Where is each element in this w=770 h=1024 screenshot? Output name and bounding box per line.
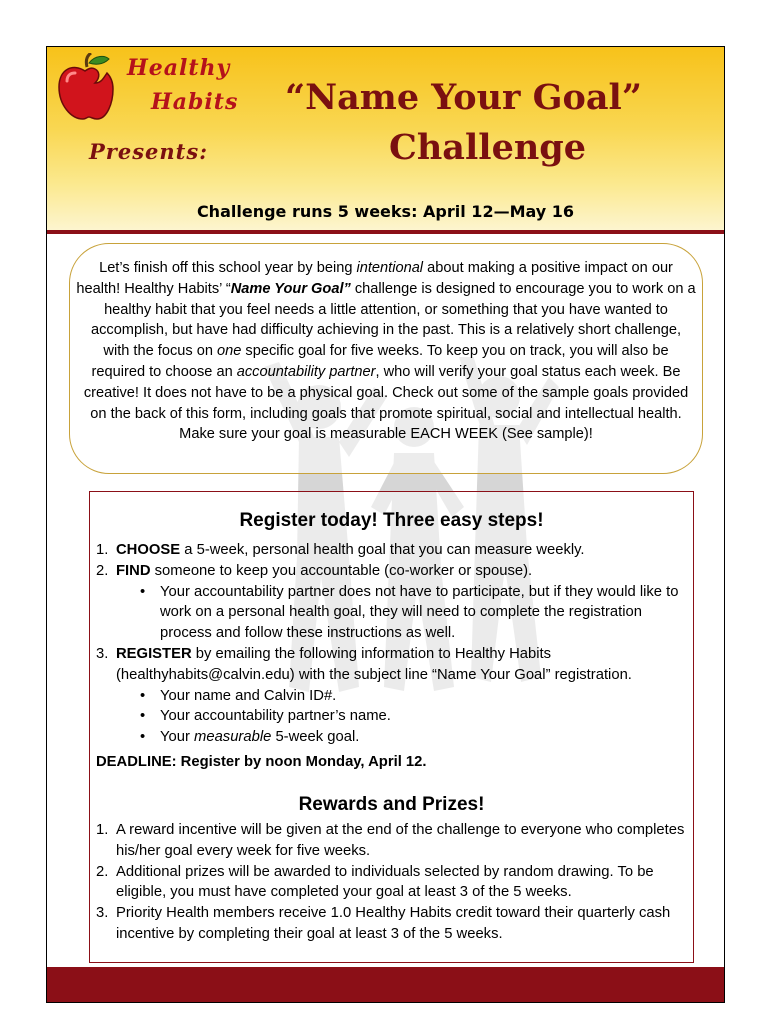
list-item: [90, 561, 693, 582]
step-number: 2.: [96, 562, 109, 579]
flyer-page: [46, 46, 725, 1003]
rewards-heading: Rewards and Prizes!: [298, 793, 485, 815]
reward-number: 2.: [96, 863, 109, 880]
bullet-text: Your accountability partner does not have to participate, but if they would like to work on a personal health goal, they will need to complete the registration process and follow these instructions as well.: [160, 583, 679, 642]
reward-text: Additional prizes will be awarded to individuals selected by random drawing. To be eligible, you must have completed your goal at least 3 of the 5 weeks.: [116, 863, 654, 901]
list-item: [90, 686, 693, 707]
rewards-list: [90, 820, 693, 945]
presents-label: Presents:: [89, 139, 208, 164]
title-line1: “Name Your Goal”: [285, 77, 642, 118]
intro-text-1: Let’s finish off this school year by being: [99, 260, 357, 276]
reward-text: Priority Health members receive 1.0 Healthy Habits credit toward their quarterly cash incentive by completing their goal at least 3 of the 5 weeks.: [116, 905, 671, 942]
challenge-dates: Challenge runs 5 weeks: April 12—May 16: [196, 202, 575, 221]
reward-number: 1.: [96, 821, 109, 838]
reward-text: A reward incentive will be given at the end of the challenge to everyone who completes his/her goal every week for five weeks.: [116, 821, 685, 859]
list-item: [90, 862, 693, 904]
footer-bar: [47, 967, 724, 1002]
bullet-icon: •: [140, 708, 146, 725]
brand-healthy: Healthy: [127, 55, 231, 81]
list-item: [90, 820, 693, 862]
bullet-text: 5-week goal.: [271, 729, 360, 746]
intro-em-one: one: [217, 343, 242, 360]
bullet-text: Your name and Calvin ID#.: [160, 687, 337, 704]
step-keyword: FIND: [116, 562, 151, 579]
register-steps: [90, 540, 693, 748]
bullet-em: measurable: [194, 729, 272, 746]
list-item: [90, 644, 693, 686]
bullet-text: Your: [160, 729, 195, 746]
intro-text-5: , who will verify your goal status each week. Be creative! It does not have to be a physical goal. Check out some of the sample goals provided on the back of this form, including goals that promote spiritual, social and intellectual health. Make sure your goal is measurable EACH WEEK (See sample)!: [83, 363, 689, 443]
bullet-text: Your accountability partner’s name.: [160, 708, 391, 725]
intro-text-2: about making a positive impact on our health! Healthy Habits’ “: [76, 260, 673, 297]
deadline-notice: DEADLINE: Register by noon Monday, April 12.: [96, 753, 427, 770]
header-banner: [47, 47, 724, 230]
intro-box: [69, 243, 703, 474]
intro-text-4: specific goal for five weeks. To keep you on track, you will also be required to choose an: [91, 343, 669, 380]
title-line2: Challenge: [389, 127, 587, 168]
step-text: a 5-week, personal health goal that you can measure weekly.: [180, 542, 585, 558]
intro-em-partner: accountability partner: [236, 363, 376, 380]
list-item: [90, 582, 693, 644]
bullet-icon: •: [140, 583, 146, 600]
step-number: 3.: [96, 645, 109, 662]
intro-text-3: challenge is designed to encourage you to work on a healthy habit that you feel needs a little attention, or something that you have wanted to accomplish, but have had difficulty achieving in the past. This is a relatively short challenge, with the focus on: [90, 280, 696, 360]
step-number: 1.: [96, 542, 109, 558]
header-divider: [47, 230, 724, 234]
bullet-icon: •: [140, 729, 146, 746]
bullet-icon: •: [140, 687, 146, 704]
reward-number: 3.: [96, 905, 109, 922]
step-text: someone to keep you accountable (co-worker or spouse).: [150, 562, 533, 579]
list-item: [90, 727, 693, 748]
list-item: [90, 540, 693, 561]
step-keyword: REGISTER: [116, 645, 192, 662]
intro-em-challenge-name: Name Your Goal”: [230, 280, 351, 297]
brand-habits: Habits: [151, 89, 239, 115]
step-keyword: CHOOSE: [116, 542, 181, 558]
list-item: [90, 903, 693, 945]
step-text: by emailing the following information to Healthy Habits (healthyhabits@calvin.edu) with the subject line “Name Your Goal” registration.: [116, 645, 632, 683]
apple-icon: [55, 53, 115, 123]
intro-em-intentional: intentional: [356, 260, 424, 276]
list-item: [90, 706, 693, 727]
registration-box: [89, 491, 694, 963]
register-heading: Register today! Three easy steps!: [239, 510, 544, 531]
